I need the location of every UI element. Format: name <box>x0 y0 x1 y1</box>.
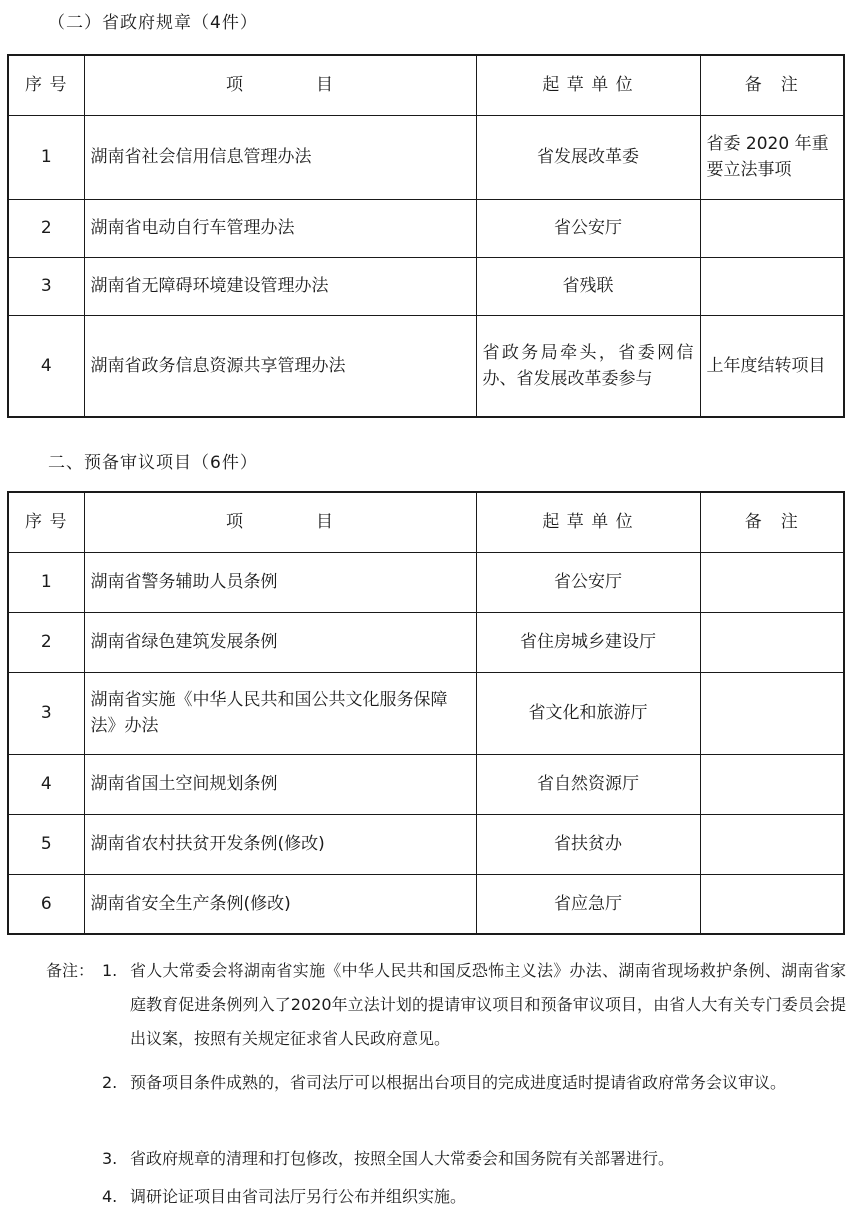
table-row <box>8 754 844 814</box>
row-seq: 1 <box>8 115 84 199</box>
row-unit: 省政务局牵头，省委网信办、省发展改革委参与 <box>476 315 700 417</box>
table-row <box>8 315 844 417</box>
row-item: 湖南省实施《中华人民共和国公共文化服务保障法》办法 <box>84 672 476 754</box>
note-item <box>46 1066 846 1138</box>
note-number: 2. <box>102 1073 118 1092</box>
row-item: 湖南省电动自行车管理办法 <box>84 199 476 257</box>
row-seq: 2 <box>8 199 84 257</box>
row-remark: 省委 2020 年重要立法事项 <box>700 115 844 199</box>
row-item: 湖南省警务辅助人员条例 <box>84 552 476 612</box>
row-remark <box>700 814 844 874</box>
row-seq: 4 <box>8 315 84 417</box>
note-text: 省人大常委会将湖南省实施《中华人民共和国反恐怖主义法》办法、湖南省现场救护条例、湖南省家庭教育促进条例列入了2020年立法计划的提请审议项目和预备审议项目，由省人大有关专门委员会提出议案，按照有关规定征求省人民政府意见。 <box>130 961 846 1048</box>
table-row <box>8 612 844 672</box>
row-remark <box>700 672 844 754</box>
regulations-table <box>7 54 845 418</box>
row-remark: 上年度结转项目 <box>700 315 844 417</box>
header-seq: 序 号 <box>8 492 84 552</box>
table-row <box>8 552 844 612</box>
row-item: 湖南省农村扶贫开发条例(修改) <box>84 814 476 874</box>
row-seq: 6 <box>8 874 84 934</box>
row-unit: 省发展改革委 <box>476 115 700 199</box>
section-title-preliminary: 二、预备审议项目（6件） <box>48 453 258 473</box>
row-seq: 2 <box>8 612 84 672</box>
note-text: 调研论证项目由省司法厅另行公布并组织实施。 <box>130 1187 467 1206</box>
note-item <box>46 1180 846 1214</box>
row-seq: 4 <box>8 754 84 814</box>
note-number: 4. <box>102 1187 118 1206</box>
table-row <box>8 257 844 315</box>
row-item: 湖南省绿色建筑发展条例 <box>84 612 476 672</box>
header-unit: 起 草 单 位 <box>476 55 700 115</box>
note-text: 预备项目条件成熟的，省司法厅可以根据出台项目的完成进度适时提请省政府常务会议审议。 <box>130 1073 787 1092</box>
row-item: 湖南省无障碍环境建设管理办法 <box>84 257 476 315</box>
row-item: 湖南省社会信用信息管理办法 <box>84 115 476 199</box>
note-number: 1. <box>102 961 118 980</box>
row-unit: 省公安厅 <box>476 552 700 612</box>
row-remark <box>700 257 844 315</box>
preliminary-table <box>7 491 845 935</box>
table-row <box>8 199 844 257</box>
table-row <box>8 814 844 874</box>
notes-label: 备注： <box>46 961 95 980</box>
table-row <box>8 115 844 199</box>
row-item: 湖南省国土空间规划条例 <box>84 754 476 814</box>
row-unit: 省公安厅 <box>476 199 700 257</box>
row-seq: 5 <box>8 814 84 874</box>
header-seq: 序 号 <box>8 55 84 115</box>
row-unit: 省扶贫办 <box>476 814 700 874</box>
row-seq: 3 <box>8 257 84 315</box>
row-item: 湖南省安全生产条例(修改) <box>84 874 476 934</box>
row-unit: 省残联 <box>476 257 700 315</box>
row-remark <box>700 199 844 257</box>
table-header-row <box>8 55 844 115</box>
table-row <box>8 672 844 754</box>
note-text: 省政府规章的清理和打包修改，按照全国人大常委会和国务院有关部署进行。 <box>130 1149 675 1168</box>
row-unit: 省自然资源厅 <box>476 754 700 814</box>
note-number: 3. <box>102 1149 118 1168</box>
row-unit: 省应急厅 <box>476 874 700 934</box>
row-remark <box>700 612 844 672</box>
row-remark <box>700 754 844 814</box>
row-seq: 1 <box>8 552 84 612</box>
table-header-row <box>8 492 844 552</box>
row-remark <box>700 874 844 934</box>
header-item: 项 目 <box>84 492 476 552</box>
header-unit: 起 草 单 位 <box>476 492 700 552</box>
row-seq: 3 <box>8 672 84 754</box>
header-item: 项 目 <box>84 55 476 115</box>
row-unit: 省文化和旅游厅 <box>476 672 700 754</box>
header-remark: 备 注 <box>700 55 844 115</box>
row-unit: 省住房城乡建设厅 <box>476 612 700 672</box>
table-row <box>8 874 844 934</box>
note-item <box>46 954 846 1064</box>
note-item <box>46 1142 846 1176</box>
row-remark <box>700 552 844 612</box>
row-item: 湖南省政务信息资源共享管理办法 <box>84 315 476 417</box>
header-remark: 备 注 <box>700 492 844 552</box>
section-title-regulations: （二）省政府规章（4件） <box>48 13 258 33</box>
